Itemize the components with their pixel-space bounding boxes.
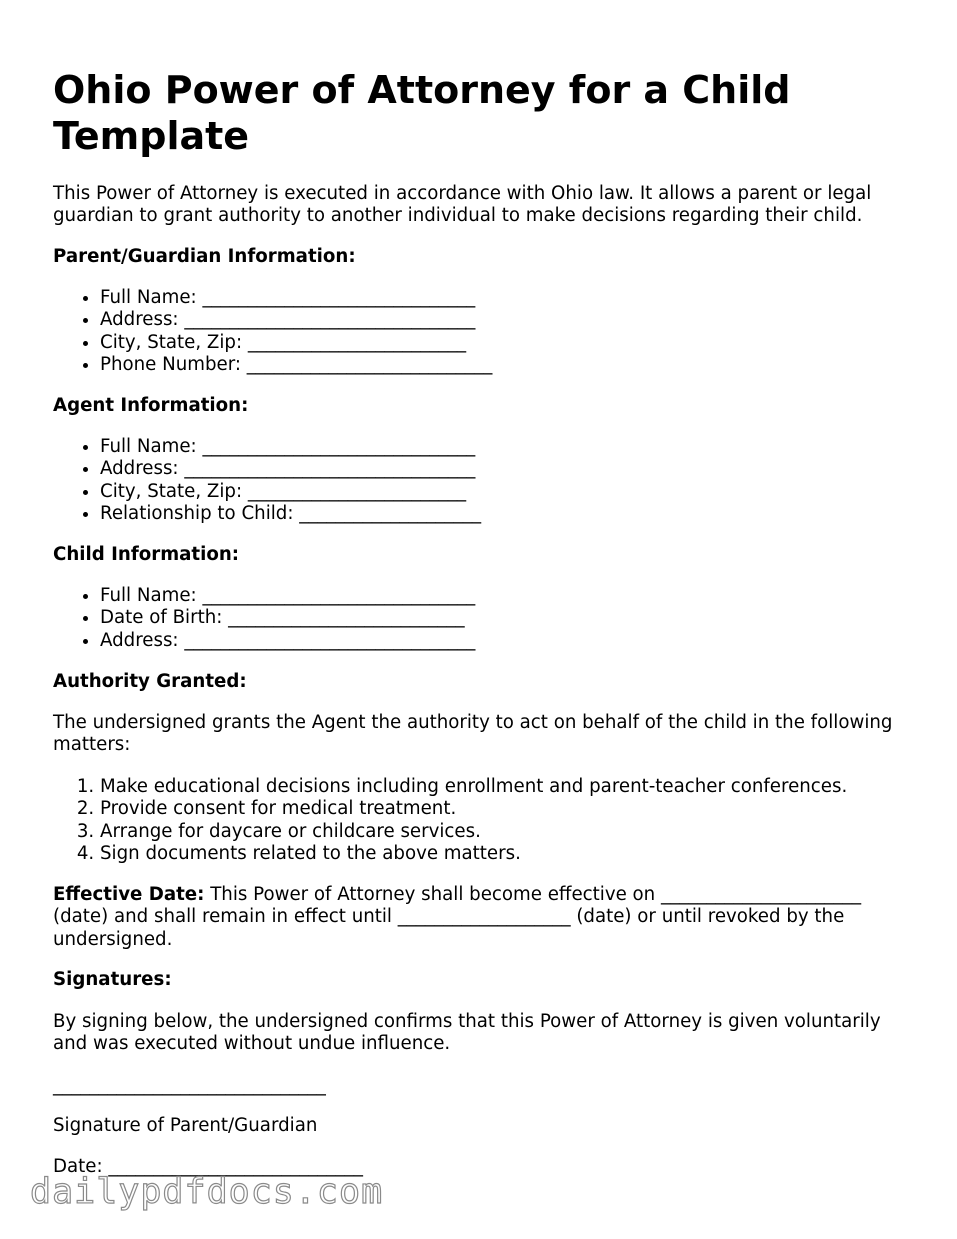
signature-line-block (53, 1075, 913, 1097)
authority-section (53, 671, 913, 693)
intro-paragraph: This Power of Attorney is executed in accordance with Ohio law. It allows a parent or legal guardian to grant authority to another individual to make decisions regarding their child. (53, 183, 872, 227)
agent-heading: Agent Information: (53, 395, 249, 416)
authority-list (53, 776, 913, 866)
document-title: Ohio Power of Attorney for a Child Template (53, 68, 791, 158)
list-item: • Address: ________________________________ (100, 630, 913, 652)
list-item: • Address: ________________________________ (100, 458, 913, 480)
list-item: • City, State, Zip: ________________________ (100, 332, 913, 354)
list-item: • Phone Number: ___________________________ (100, 354, 913, 376)
signatures-text-block (53, 1011, 913, 1056)
signatures-paragraph: By signing below, the undersigned confirms that this Power of Attorney is given voluntarily and was executed without undue influence. (53, 1011, 881, 1055)
child-heading: Child Information: (53, 544, 240, 565)
effective-text: This Power of Attorney shall become effective on ______________________ (date) and shall remain in effect until ___________________ (date) or until revoked by the undersigned. (53, 884, 862, 950)
list-item: 3. Arrange for daycare or childcare services. (100, 821, 913, 843)
authority-heading: Authority Granted: (53, 671, 247, 692)
effective-section (53, 884, 913, 951)
list-item: 1. Make educational decisions including enrollment and parent-teacher conferences. (100, 776, 913, 798)
signature-date: Date: ____________________________ (53, 1156, 364, 1177)
parent-section (53, 246, 913, 268)
signature-caption-block (53, 1115, 913, 1137)
signature-line: ______________________________ (53, 1075, 326, 1096)
list-item: 2. Provide consent for medical treatment. (100, 798, 913, 820)
parent-heading: Parent/Guardian Information: (53, 246, 356, 267)
authority-list-block (53, 776, 913, 866)
agent-list-block (53, 436, 913, 526)
child-section (53, 544, 913, 566)
authority-intro-block (53, 712, 913, 757)
child-list (53, 585, 913, 652)
list-item: • Full Name: ______________________________ (100, 287, 913, 309)
signatures-heading: Signatures: (53, 969, 172, 990)
list-item: • City, State, Zip: ________________________ (100, 481, 913, 503)
list-item: • Date of Birth: __________________________ (100, 607, 913, 629)
intro-section (53, 183, 913, 228)
signature-caption: Signature of Parent/Guardian (53, 1115, 318, 1136)
authority-intro: The undersigned grants the Agent the authority to act on behalf of the child in the following matters: (53, 712, 893, 756)
parent-list-block (53, 287, 913, 377)
agent-list (53, 436, 913, 526)
child-list-block (53, 585, 913, 652)
effective-label: Effective Date: (53, 884, 205, 905)
watermark: dailypdfdocs.com (30, 1172, 384, 1212)
list-item: 4. Sign documents related to the above matters. (100, 843, 913, 865)
agent-section (53, 395, 913, 417)
parent-list (53, 287, 913, 377)
list-item: • Full Name: ______________________________ (100, 585, 913, 607)
list-item: • Relationship to Child: ____________________ (100, 503, 913, 525)
signatures-section (53, 969, 913, 991)
effective-paragraph (53, 884, 913, 951)
list-item: • Address: ________________________________ (100, 309, 913, 331)
list-item: • Full Name: ______________________________ (100, 436, 913, 458)
